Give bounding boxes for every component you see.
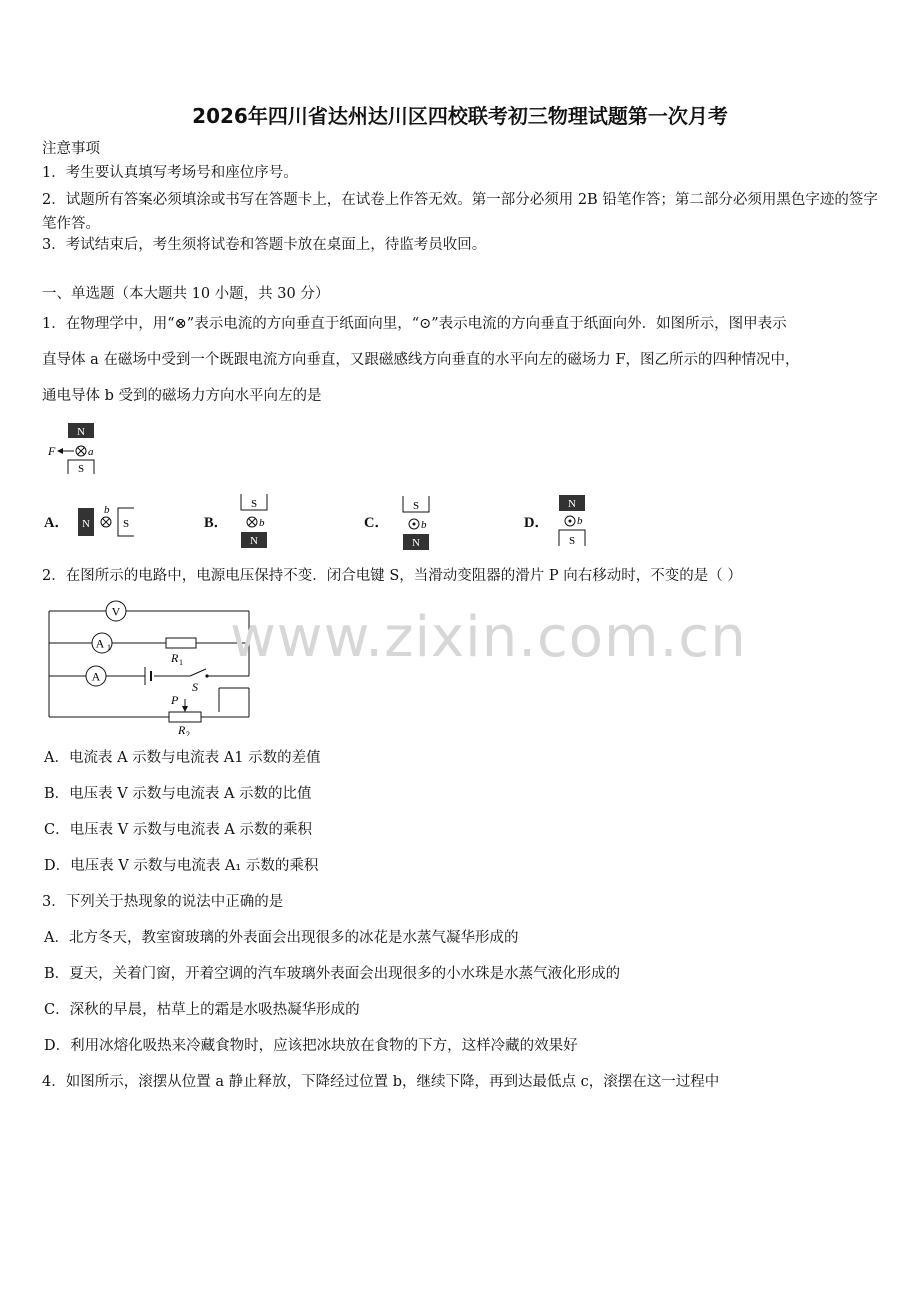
resistor-r1 <box>166 638 196 648</box>
resistor-r1-label: R <box>171 651 179 665</box>
q4-stem: 4．如图所示，滚摆从位置 a 静止释放，下降经过位置 b，继续下降，再到达最低点 c，滚摆在这一过程中 <box>42 1074 720 1090</box>
q2-circuit-diagram <box>44 596 264 736</box>
rheostat-r2-label: R <box>178 723 186 736</box>
option-c-n-label: N <box>412 537 420 549</box>
q2-option-b[interactable]: B．电压表 V 示数与电流表 A 示数的比值 <box>44 786 312 802</box>
q3-option-a[interactable]: A．北方冬天，教室窗玻璃的外表面会出现很多的冰花是水蒸气凝华形成的 <box>44 930 519 946</box>
q1-option-d-letter: D． <box>524 515 549 531</box>
q2-option-a[interactable]: A．电流表 A 示数与电流表 A1 示数的差值 <box>44 750 321 766</box>
option-a-b-label: b <box>104 504 110 516</box>
option-d-b-label: b <box>577 515 583 527</box>
option-b-b-label: b <box>259 517 265 529</box>
option-c-s-label: S <box>412 500 420 512</box>
switch-s <box>190 669 206 676</box>
option-b-n-label: N <box>250 535 258 547</box>
notice-item-1: 1．考生要认真填写考场号和座位序号。 <box>42 165 298 181</box>
ammeter-a-label: A <box>91 669 101 684</box>
slider-p-label: P <box>171 693 179 707</box>
ammeter-a1-label: A <box>95 636 105 651</box>
section-heading: 一、单选题（本大题共 10 小题，共 30 分） <box>42 286 330 302</box>
q1-stem-line3: 通电导体 b 受到的磁场力方向水平向左的是 <box>42 388 322 404</box>
q2-option-d[interactable]: D．电压表 V 示数与电流表 A₁ 示数的乘积 <box>44 858 319 874</box>
svg-text:1: 1 <box>107 643 111 652</box>
q1-option-c-figure[interactable] <box>398 494 448 554</box>
force-label: F <box>48 444 56 458</box>
q1-figure-main <box>44 420 114 480</box>
watermark: www.zixin.com.cn <box>230 605 747 670</box>
magnet-s-label: S <box>77 463 85 475</box>
notice-item-2: 2．试题所有答案必须填涂或书写在答题卡上，在试卷上作答无效。第一部分必须用 2B 铅笔作答；第二部分必须用黑色字迹的签字笔作答。 <box>42 192 878 232</box>
q1-option-a-figure[interactable] <box>74 500 144 542</box>
option-a-n-label: N <box>82 518 90 530</box>
q3-option-b[interactable]: B．夏天，关着门窗，开着空调的汽车玻璃外表面会出现很多的小水珠是水蒸气液化形成的 <box>44 966 621 982</box>
q1-option-b-figure[interactable] <box>236 492 286 552</box>
q1-stem-line2: 直导体 a 在磁场中受到一个既跟电流方向垂直，又跟磁感线方向垂直的水平向左的磁场力 F，图乙所示的四种情况中， <box>42 352 800 368</box>
rheostat-r2 <box>169 712 201 722</box>
q1-stem-line1: 1．在物理学中，用“⊗”表示电流的方向垂直于纸面向里，“⊙”表示电流的方向垂直于纸面向外．如图所示，图甲表示 <box>42 316 787 332</box>
svg-text:1: 1 <box>179 658 183 667</box>
q3-option-c[interactable]: C．深秋的早晨，枯草上的霜是水吸热凝华形成的 <box>44 1002 360 1018</box>
notice-heading: 注意事项 <box>42 141 100 157</box>
svg-text:2: 2 <box>186 730 190 736</box>
option-b-s-label: S <box>250 498 258 510</box>
switch-s-label: S <box>192 680 198 694</box>
q2-stem: 2．在图所示的电路中，电源电压保持不变．闭合电键 S，当滑动变阻器的滑片 P 向右移动时，不变的是（ ） <box>42 568 742 584</box>
notice-item-3: 3．考试结束后，考生须将试卷和答题卡放在桌面上，待监考员收回。 <box>42 237 487 253</box>
magnet-n-label: N <box>77 426 85 438</box>
option-c-b-label: b <box>421 519 427 531</box>
q2-option-c[interactable]: C．电压表 V 示数与电流表 A 示数的乘积 <box>44 822 312 838</box>
q1-option-c-letter: C． <box>364 515 389 531</box>
q3-stem: 3．下列关于热现象的说法中正确的是 <box>42 894 284 910</box>
wire-a-label: a <box>88 446 94 458</box>
page-title: 2026年四川省达州达川区四校联考初三物理试题第一次月考 <box>192 104 728 128</box>
q3-option-d[interactable]: D．利用冰熔化吸热来冷藏食物时，应该把冰块放在食物的下方，这样冷藏的效果好 <box>44 1038 578 1054</box>
q1-option-a-letter: A． <box>44 515 69 531</box>
q1-option-b-letter: B． <box>204 515 229 531</box>
option-a-s-label: S <box>122 518 130 530</box>
voltmeter-label: V <box>111 604 121 619</box>
option-d-n-label: N <box>568 498 576 510</box>
option-d-s-label: S <box>568 535 576 547</box>
q1-option-d-figure[interactable] <box>554 492 604 552</box>
